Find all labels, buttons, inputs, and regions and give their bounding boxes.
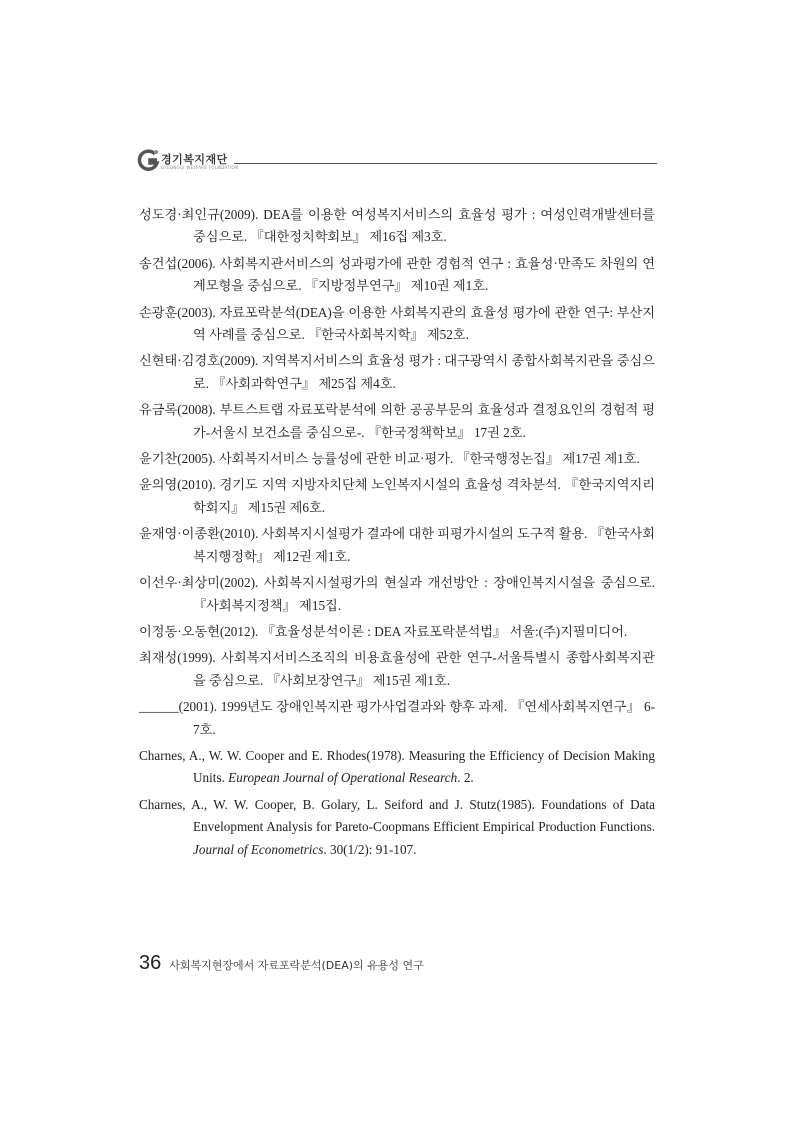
reference-item: 윤기찬(2005). 사회복지서비스 능률성에 관한 비교·평가. 『한국행정논집』 제17권 제1호. [139,451,640,467]
page-header [137,148,657,178]
running-title: 사회복지현장에서 자료포락분석(DEA)의 유용성 연구 [169,959,424,972]
page-number: 36 [139,952,162,974]
reference-item: 윤의영(2010). 경기도 지역 지방자치단체 노인복지시설의 효율성 격차분석. 『한국지역지리학회지』 제15권 제6호. [139,477,655,515]
reference-item: ______(2001). 1999년도 장애인복지관 평가사업결과와 향후 과제. 『연세사회복지연구』 6-7호. [139,699,655,737]
reference-item-english [139,745,655,790]
header-divider [234,163,657,164]
reference-item: 송건섭(2006). 사회복지관서비스의 성과평가에 관한 경험적 연구 : 효율성·만족도 차원의 연계모형을 중심으로. 『지방정부연구』 제10권 제1호. [139,255,655,294]
logo-text: 경기복지재단 [161,153,228,166]
reference-text: . 30(1/2): 91-107. [323,841,417,857]
reference-item: 유금록(2008). 부트스트랩 자료포락분석에 의한 공공부문의 효율성과 결정요인의 경험적 평가-서울시 보건소를 중심으로-. 『한국정책학보』 17권 2호. [139,402,655,440]
page-footer [139,952,424,975]
logo-subtitle: GYEONGGI WELFARE FOUNDATION [161,165,239,170]
reference-item: 성도경·최인규(2009). DEA를 이용한 여성복지서비스의 효율성 평가 : 여성인력개발센터를 중심으로. 『대한정치학회보』 제16집 제3호. [139,207,655,245]
reference-text: Charnes, A., W. W. Cooper and E. Rhodes(1978). Measuring the Efficiency of Decision Making Units. [139,747,655,786]
reference-text: Charnes, A., W. W. Cooper, B. Golary, L. Seiford and J. Stutz(1985). Foundations of Data Envelopment Analysis for Pareto-Coopmans Efficient Empirical Production Functions. [139,796,655,835]
reference-item: 신현태·김경호(2009). 지역복지서비스의 효율성 평가 : 대구광역시 종합사회복지관을 중심으로. 『사회과학연구』 제25집 제4호. [139,353,655,391]
reference-item: 이선우·최상미(2002). 사회복지시설평가의 현실과 개선방안 : 장애인복지시설을 중심으로. 『사회복지정책』 제15집. [139,575,655,613]
reference-item: 이정동·오동현(2012). 『효율성분석이론 : DEA 자료포락분석법』 서울:(주)지필미디어. [139,623,628,639]
foundation-logo-icon [137,148,161,172]
reference-list [139,204,655,865]
reference-item: 최재성(1999). 사회복지서비스조직의 비용효율성에 관한 연구-서울특별시 종합사회복지관을 중심으로. 『사회보장연구』 제15권 제1호. [139,650,655,688]
reference-text: . 2. [457,770,474,786]
journal-title: Journal of Econometrics [193,841,324,857]
journal-title: European Journal of Operational Research [228,770,458,786]
reference-item: 윤재영·이종환(2010). 사회복지시설평가 결과에 대한 피평가시설의 도구적 활용. 『한국사회복지행정학』 제12권 제1호. [139,526,655,564]
reference-item-english [139,794,655,861]
reference-item: 손광훈(2003). 자료포락분석(DEA)을 이용한 사회복지관의 효율성 평가에 관한 연구: 부산지역 사례를 중심으로. 『한국사회복지학』 제52호. [139,304,655,343]
